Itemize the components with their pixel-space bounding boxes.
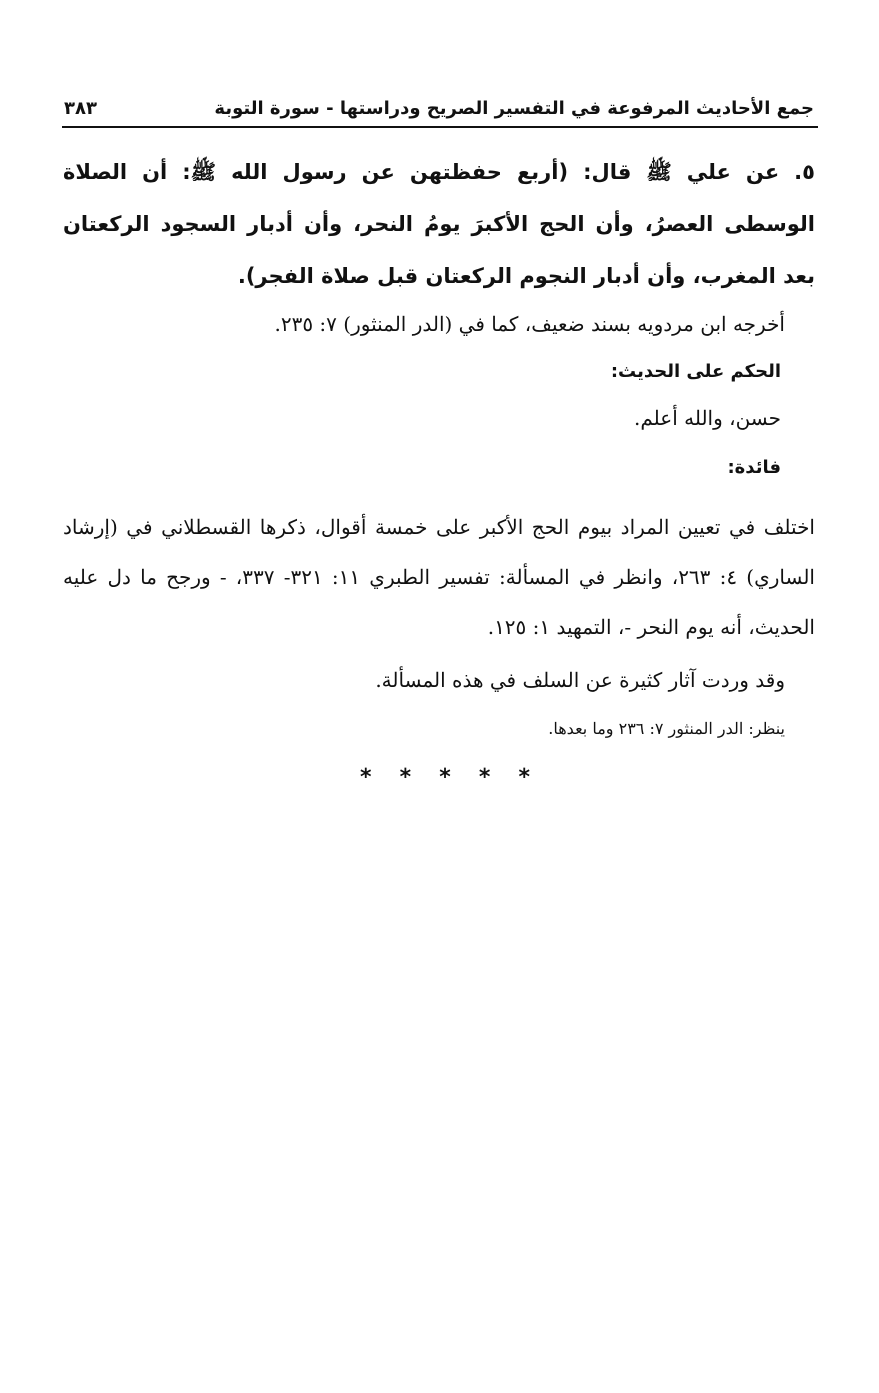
running-title: جمع الأحاديث المرفوعة في التفسير الصريح ودراستها - سورة التوبة	[214, 98, 814, 119]
benefit-note: وقد وردت آثار كثيرة عن السلف في هذه المسألة.	[375, 668, 785, 692]
page-header	[62, 96, 818, 128]
separator-star: *	[518, 764, 530, 790]
benefit-heading: فائدة:	[727, 457, 781, 478]
page-number: ٣٨٣	[64, 98, 97, 119]
separator-star: *	[399, 764, 412, 790]
separator-star: *	[478, 764, 491, 790]
separator-star: *	[439, 764, 451, 790]
separator-star: *	[360, 764, 372, 790]
hadith-text: ٥. عن علي ﷺ قال: (أربع حفظتهن عن رسول الله ﷺ: أن الصلاة الوسطى العصرُ، وأن الحج الأكبرَ يومُ النحر، وأن أدبار السجود الركعتان بعد المغرب، وأن أدبار النجوم الركعتان قبل صلاة الفجر).	[63, 160, 815, 288]
benefit-paragraph: اختلف في تعيين المراد بيوم الحج الأكبر على خمسة أقوال، ذكرها القسطلاني في (إرشاد الساري) ٤: ٢٦٣، وانظر في المسألة: تفسير الطبري ١١: ٣٢١- ٣٣٧، - ورجح ما دل عليه الحديث، أنه يوم النحر -، التمهيد ١: ١٢٥.	[63, 515, 815, 639]
ruling-heading: الحكم على الحديث:	[610, 361, 781, 382]
ruling-text: حسن، والله أعلم.	[633, 406, 781, 430]
takhrij-paragraph: أخرجه ابن مردويه بسند ضعيف، كما في (الدر المنثور) ٧: ٢٣٥.	[274, 312, 785, 336]
benefit-reference: ينظر: الدر المنثور ٧: ٢٣٦ وما بعدها.	[548, 719, 785, 738]
section-separator	[360, 762, 530, 792]
